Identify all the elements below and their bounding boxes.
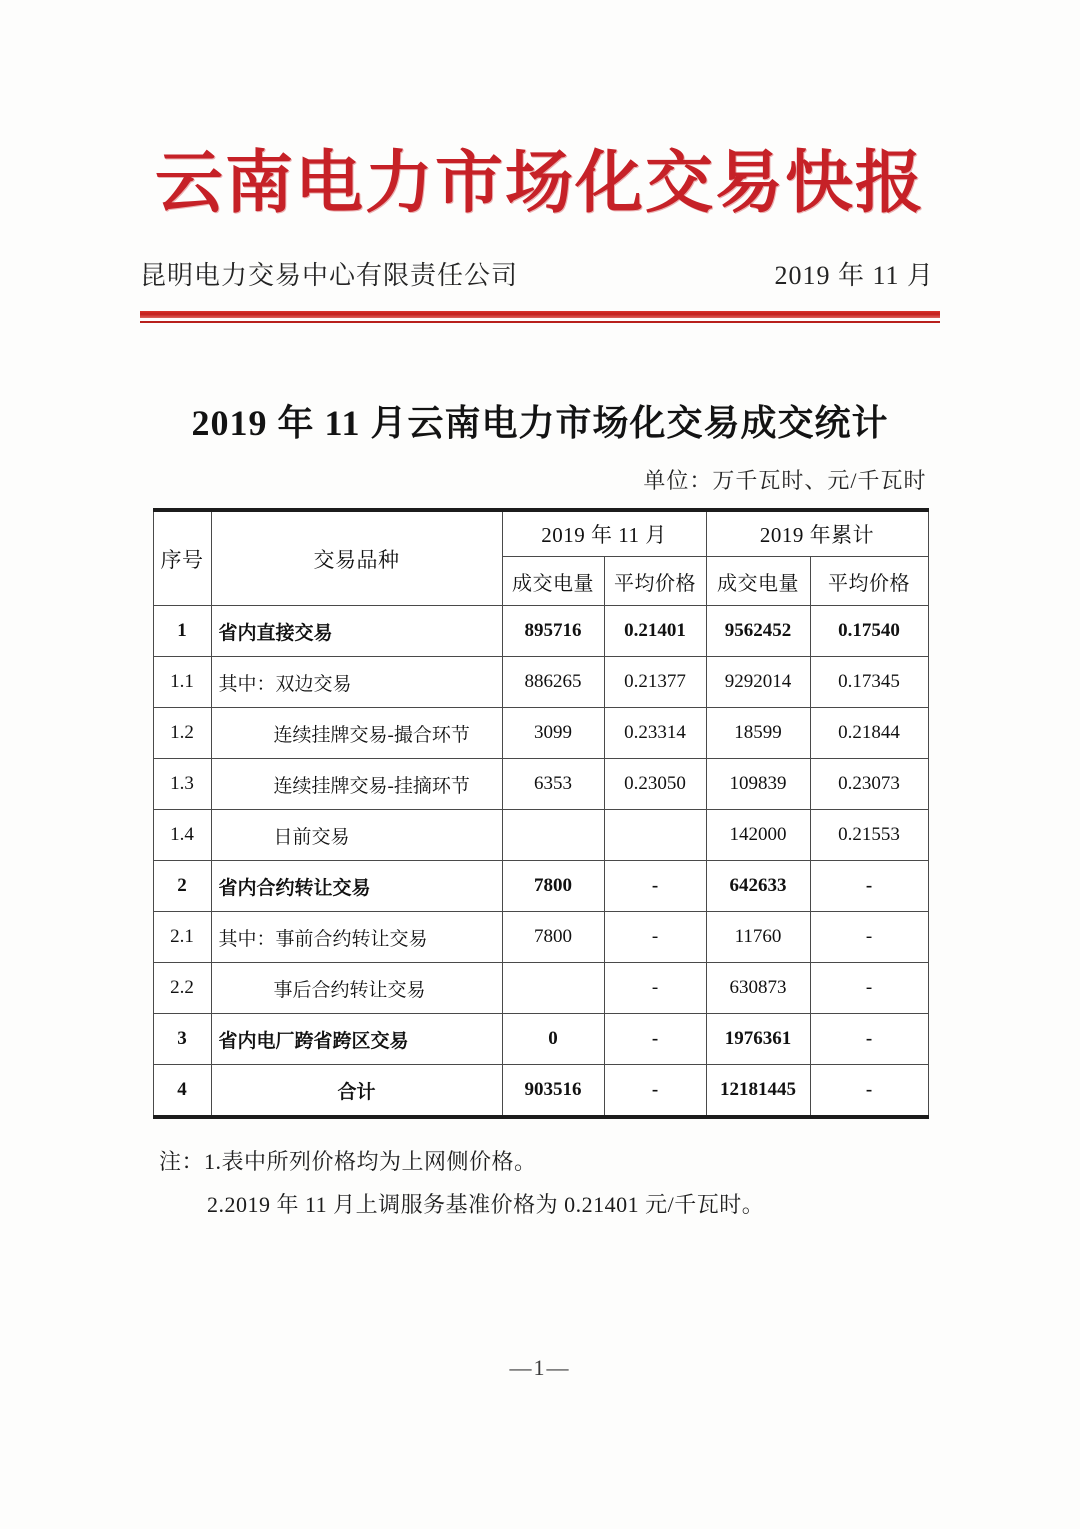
row-kind-cell: 其中：事前合约转让交易 <box>211 912 502 963</box>
row-index-cell: 3 <box>153 1014 211 1065</box>
page-number: —1— <box>509 1355 571 1380</box>
note-item-1: 注：1.表中所列价格均为上网侧价格。 <box>159 1149 537 1175</box>
row-month-price-cell: 0.23050 <box>604 759 706 810</box>
row-year-qty-cell: 12181445 <box>706 1065 810 1118</box>
row-kind-cell: 省内合约转让交易 <box>211 861 502 912</box>
table-row <box>153 1014 928 1065</box>
row-year-price-cell: 0.23073 <box>810 759 928 810</box>
table-row <box>153 810 928 861</box>
row-year-qty-cell: 11760 <box>706 912 810 963</box>
header-year-qty: 成交电量 <box>706 557 810 606</box>
row-kind-cell: 连续挂牌交易-撮合环节 <box>211 708 502 759</box>
row-year-qty-cell: 9562452 <box>706 606 810 657</box>
row-month-price-cell: - <box>604 1065 706 1118</box>
row-year-qty-cell: 109839 <box>706 759 810 810</box>
row-year-price-cell: - <box>810 963 928 1014</box>
row-year-price-cell: 0.21844 <box>810 708 928 759</box>
row-month-price-cell: - <box>604 1014 706 1065</box>
row-kind-cell: 事后合约转让交易 <box>211 963 502 1014</box>
statistics-table-wrapper <box>153 508 928 1119</box>
row-index-cell: 1.3 <box>153 759 211 810</box>
row-month-price-cell: - <box>604 861 706 912</box>
row-kind-cell: 其中：双边交易 <box>211 657 502 708</box>
row-kind-cell: 日前交易 <box>211 810 502 861</box>
header-group-year: 2019 年累计 <box>706 510 928 557</box>
row-index-cell: 2.1 <box>153 912 211 963</box>
row-month-qty-cell: 903516 <box>502 1065 604 1118</box>
row-year-qty-cell: 142000 <box>706 810 810 861</box>
row-index-cell: 2.2 <box>153 963 211 1014</box>
row-month-qty-cell: 7800 <box>502 861 604 912</box>
table-body <box>153 606 928 1118</box>
row-index-cell: 1.4 <box>153 810 211 861</box>
header-month-price: 平均价格 <box>604 557 706 606</box>
row-year-qty-cell: 1976361 <box>706 1014 810 1065</box>
row-year-price-cell: - <box>810 1014 928 1065</box>
note-item-2: 2.2019 年 11 月上调服务基准价格为 0.21401 元/千瓦时。 <box>207 1192 765 1218</box>
row-index-cell: 4 <box>153 1065 211 1118</box>
header-year-price: 平均价格 <box>810 557 928 606</box>
row-year-price-cell: 0.17540 <box>810 606 928 657</box>
row-index-cell: 1.2 <box>153 708 211 759</box>
header-month-qty: 成交电量 <box>502 557 604 606</box>
header-row-top <box>153 510 928 557</box>
row-year-qty-cell: 18599 <box>706 708 810 759</box>
row-month-price-cell: 0.23314 <box>604 708 706 759</box>
row-month-qty-cell: 6353 <box>502 759 604 810</box>
table-row <box>153 759 928 810</box>
table-head <box>153 510 928 606</box>
row-year-price-cell: 0.17345 <box>810 657 928 708</box>
row-kind-cell: 连续挂牌交易-挂摘环节 <box>211 759 502 810</box>
masthead <box>0 0 1080 323</box>
row-year-price-cell: - <box>810 1065 928 1118</box>
row-year-qty-cell: 630873 <box>706 963 810 1014</box>
row-month-qty-cell <box>502 810 604 861</box>
row-month-qty-cell <box>502 963 604 1014</box>
masthead-subline <box>140 255 940 292</box>
header-kind: 交易品种 <box>211 510 502 606</box>
row-kind-cell: 合计 <box>211 1065 502 1118</box>
table-row <box>153 1065 928 1118</box>
row-year-price-cell: - <box>810 861 928 912</box>
row-month-price-cell: - <box>604 912 706 963</box>
row-month-qty-cell: 886265 <box>502 657 604 708</box>
row-index-cell: 2 <box>153 861 211 912</box>
statistics-table <box>153 508 929 1119</box>
row-year-price-cell: 0.21553 <box>810 810 928 861</box>
row-year-price-cell: - <box>810 912 928 963</box>
row-year-qty-cell: 9292014 <box>706 657 810 708</box>
unit-note: 单位：万千瓦时、元/千瓦时 <box>643 468 927 494</box>
row-month-price-cell <box>604 810 706 861</box>
row-month-price-cell: 0.21401 <box>604 606 706 657</box>
table-row <box>153 861 928 912</box>
divider-thick-bar <box>140 311 940 318</box>
divider-thin-line <box>140 321 940 323</box>
row-month-qty-cell: 3099 <box>502 708 604 759</box>
table-row <box>153 657 928 708</box>
row-month-price-cell: 0.21377 <box>604 657 706 708</box>
report-heading: 2019 年 11 月云南电力市场化交易成交统计 <box>191 403 889 444</box>
row-index-cell: 1.1 <box>153 657 211 708</box>
table-row <box>153 708 928 759</box>
row-kind-cell: 省内电厂跨省跨区交易 <box>211 1014 502 1065</box>
header-group-month: 2019 年 11 月 <box>502 510 706 557</box>
row-month-qty-cell: 895716 <box>502 606 604 657</box>
publication-title: 云南电力市场化交易快报 <box>154 145 925 221</box>
issuer-name: 昆明电力交易中心有限责任公司 <box>140 261 519 291</box>
table-row <box>153 606 928 657</box>
masthead-divider <box>140 311 940 323</box>
row-index-cell: 1 <box>153 606 211 657</box>
row-month-qty-cell: 0 <box>502 1014 604 1065</box>
notes-block <box>145 1141 935 1227</box>
header-no: 序号 <box>153 510 211 606</box>
row-month-price-cell: - <box>604 963 706 1014</box>
table-row <box>153 963 928 1014</box>
issue-date: 2019 年 11 月 <box>774 261 934 291</box>
row-year-qty-cell: 642633 <box>706 861 810 912</box>
row-month-qty-cell: 7800 <box>502 912 604 963</box>
row-kind-cell: 省内直接交易 <box>211 606 502 657</box>
table-row <box>153 912 928 963</box>
